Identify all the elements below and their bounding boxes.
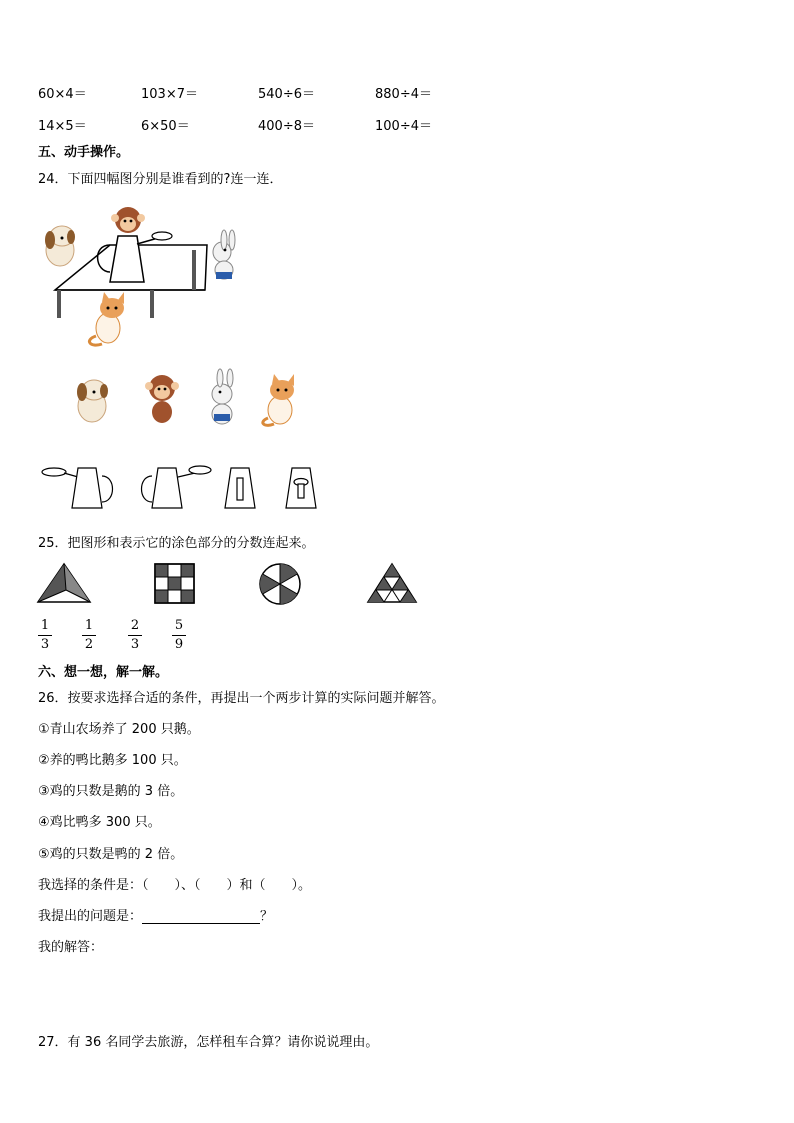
views-row xyxy=(40,462,340,512)
section-5-title: 五、动手操作。 xyxy=(38,145,130,160)
cat-icon xyxy=(89,292,124,345)
triangle-grid-figure xyxy=(368,564,416,602)
question-mark: ？ xyxy=(260,909,274,924)
my-answer-label: 我的解答： xyxy=(38,940,104,955)
question-26: 26．按要求选择合适的条件，再提出一个两步计算的实际问题并解答。 xyxy=(38,691,445,706)
grid-figure xyxy=(155,564,194,603)
calc-2-2: 6×50＝ xyxy=(141,119,190,134)
monkey-icon xyxy=(111,207,145,233)
fraction-bar xyxy=(172,635,186,636)
calc-1-3: 540÷6＝ xyxy=(258,87,315,102)
question-27: 27．有 36 名同学去旅游，怎样租车合算？请你说说理由。 xyxy=(38,1035,379,1050)
fraction-4-den: 9 xyxy=(174,637,184,652)
fraction-2-num: 1 xyxy=(84,618,94,633)
calc-2-3: 400÷8＝ xyxy=(258,119,315,134)
section-6-title: 六、想一想，解一解。 xyxy=(38,665,169,680)
dog-icon xyxy=(77,380,108,422)
fraction-4-num: 5 xyxy=(174,618,184,633)
fraction-2 xyxy=(82,618,96,653)
condition-1: ①青山农场养了 200 只鹅。 xyxy=(38,722,200,737)
my-question-label: 我提出的问题是： xyxy=(38,909,143,924)
fraction-bar xyxy=(128,635,142,636)
teapot-view-back xyxy=(286,468,316,508)
fraction-3-num: 2 xyxy=(130,618,140,633)
question-25: 25．把图形和表示它的涂色部分的分数连起来。 xyxy=(38,536,315,551)
fraction-3-den: 3 xyxy=(130,637,140,652)
question-blank[interactable] xyxy=(142,909,260,924)
triangle-figure xyxy=(38,564,90,602)
teapot-view-right xyxy=(142,466,212,508)
monkey-icon xyxy=(145,375,179,423)
chosen-conditions: 我选择的条件是：（ ）、（ ）和（ ）。 xyxy=(38,878,312,893)
condition-4: ④鸡比鸭多 300 只。 xyxy=(38,815,161,830)
rabbit-icon xyxy=(212,369,233,424)
scene-illustration xyxy=(40,200,255,350)
my-question xyxy=(38,905,273,924)
teapot-view-front xyxy=(225,468,255,508)
fraction-3 xyxy=(128,618,142,653)
calc-1-1: 60×4＝ xyxy=(38,87,87,102)
calc-1-4: 880÷4＝ xyxy=(375,87,432,102)
dog-icon xyxy=(45,226,75,266)
calc-1-2: 103×7＝ xyxy=(141,87,198,102)
rabbit-icon xyxy=(213,230,235,279)
fraction-bar xyxy=(38,635,52,636)
cat-icon xyxy=(263,374,294,425)
condition-2: ②养的鸭比鹅多 100 只。 xyxy=(38,753,187,768)
condition-5: ⑤鸡的只数是鸭的 2 倍。 xyxy=(38,847,184,862)
calc-2-1: 14×5＝ xyxy=(38,119,87,134)
fraction-bar xyxy=(82,635,96,636)
fraction-1 xyxy=(38,618,52,653)
calc-2-4: 100÷4＝ xyxy=(375,119,432,134)
circle-figure xyxy=(260,564,300,604)
fraction-figures xyxy=(38,562,418,606)
fraction-4 xyxy=(172,618,186,653)
fraction-2-den: 2 xyxy=(84,637,94,652)
animals-row xyxy=(70,370,310,430)
condition-3: ③鸡的只数是鹅的 3 倍。 xyxy=(38,784,184,799)
question-24: 24．下面四幅图分别是谁看到的?连一连． xyxy=(38,172,283,187)
fraction-1-num: 1 xyxy=(40,618,50,633)
teapot-view-left xyxy=(42,468,113,508)
fraction-1-den: 3 xyxy=(40,637,50,652)
